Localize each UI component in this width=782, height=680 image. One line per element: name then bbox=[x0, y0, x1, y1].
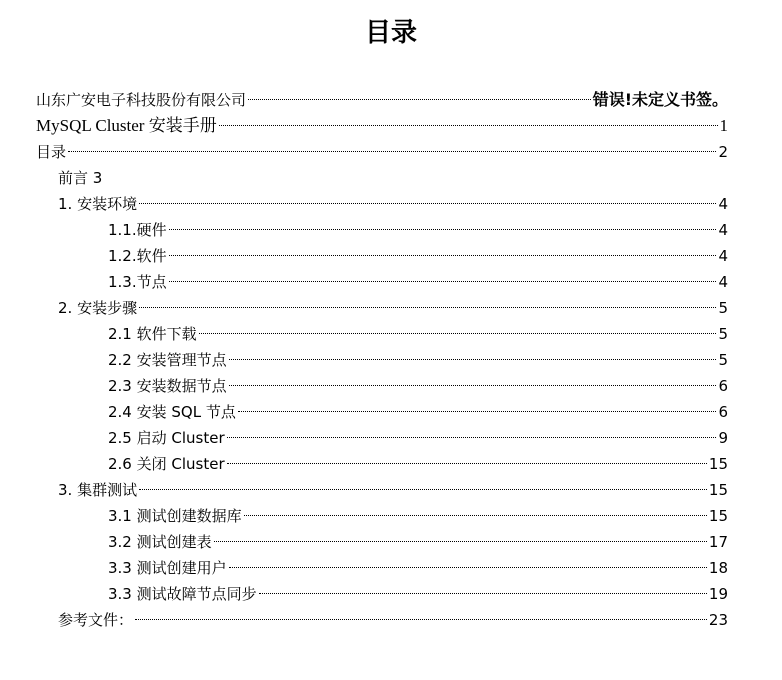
dot-leader bbox=[227, 463, 707, 464]
toc-entry-page: 4 bbox=[718, 195, 728, 213]
toc-entry-page: 1 bbox=[719, 116, 728, 135]
dot-leader bbox=[238, 411, 717, 412]
toc-entry-page: 17 bbox=[708, 533, 728, 551]
toc-entry-page: 19 bbox=[708, 585, 728, 603]
toc-entry-label: 2.5 启动 Cluster bbox=[108, 429, 225, 447]
toc-entry-page: 4 bbox=[718, 247, 728, 265]
dot-leader bbox=[199, 333, 717, 334]
toc-entry-page: 23 bbox=[708, 611, 728, 629]
toc-entry-label: 参考文件： bbox=[58, 611, 134, 629]
toc-entry-2-4[interactable] bbox=[108, 399, 728, 425]
toc-entry-label: 2.2 安装管理节点 bbox=[108, 351, 227, 369]
toc-entry-section-1[interactable] bbox=[58, 191, 728, 217]
toc-entry-label: 3.2 测试创建表 bbox=[108, 533, 212, 551]
toc-entry-page: 4 bbox=[718, 221, 728, 239]
toc-entry-2-2[interactable] bbox=[108, 347, 728, 373]
dot-leader bbox=[248, 99, 591, 100]
toc-entry-section-3[interactable] bbox=[58, 477, 728, 503]
toc-entry-label: 1.2.软件 bbox=[108, 247, 167, 265]
toc-entry-label: 1. 安装环境 bbox=[58, 195, 138, 213]
toc-entry-label: 2. 安装步骤 bbox=[58, 299, 138, 317]
dot-leader bbox=[68, 151, 716, 152]
toc-entry-section-2[interactable] bbox=[58, 295, 728, 321]
toc-entry-3-1[interactable] bbox=[108, 503, 728, 529]
toc-entry-label: 1.3.节点 bbox=[108, 273, 167, 291]
toc-entry-2-6[interactable] bbox=[108, 451, 728, 477]
toc-entry-company[interactable] bbox=[36, 87, 728, 113]
toc-entry-page: 2 bbox=[718, 143, 728, 161]
toc-entry-2-1[interactable] bbox=[108, 321, 728, 347]
toc-entry-label: 2.3 安装数据节点 bbox=[108, 377, 227, 395]
toc-entry-manual[interactable] bbox=[36, 113, 728, 139]
dot-leader bbox=[139, 489, 707, 490]
toc-entry-label: 2.6 关闭 Cluster bbox=[108, 455, 225, 473]
toc-entry-page: 18 bbox=[708, 559, 728, 577]
dot-leader bbox=[219, 125, 718, 126]
dot-leader bbox=[169, 281, 717, 282]
dot-leader bbox=[229, 359, 717, 360]
toc-entry-1-3[interactable] bbox=[108, 269, 728, 295]
dot-leader bbox=[259, 593, 707, 594]
toc-entry-page: 5 bbox=[718, 299, 728, 317]
toc-entry-page: 6 bbox=[718, 403, 728, 421]
toc-entry-contents[interactable] bbox=[36, 139, 728, 165]
toc-entry-page: 错误!未定义书签。 bbox=[592, 90, 728, 109]
toc-entry-label: 山东广安电子科技股份有限公司 bbox=[36, 91, 247, 109]
toc-entry-label: 3.1 测试创建数据库 bbox=[108, 507, 242, 525]
toc-entry-label: 3. 集群测试 bbox=[58, 481, 138, 499]
dot-leader bbox=[229, 567, 707, 568]
dot-leader bbox=[227, 437, 717, 438]
toc-entry-page: 5 bbox=[718, 325, 728, 343]
dot-leader bbox=[244, 515, 707, 516]
toc-entry-label: 3.3 测试创建用户 bbox=[108, 559, 227, 577]
toc-entry-preface[interactable] bbox=[58, 165, 728, 191]
toc-entry-label: MySQL Cluster 安装手册 bbox=[36, 116, 217, 135]
toc-entry-1-2[interactable] bbox=[108, 243, 728, 269]
dot-leader bbox=[214, 541, 707, 542]
toc-entry-2-5[interactable] bbox=[108, 425, 728, 451]
toc-entry-2-3[interactable] bbox=[108, 373, 728, 399]
toc-entry-page: 4 bbox=[718, 273, 728, 291]
toc-entry-label: 目录 bbox=[36, 143, 67, 161]
toc-entry-label: 1.1.硬件 bbox=[108, 221, 167, 239]
dot-leader bbox=[169, 255, 717, 256]
dot-leader bbox=[135, 619, 707, 620]
toc-entry-page: 5 bbox=[718, 351, 728, 369]
toc-entry-page: 15 bbox=[708, 481, 728, 499]
toc-entry-page: 15 bbox=[708, 507, 728, 525]
dot-leader bbox=[139, 307, 716, 308]
toc-entry-references[interactable] bbox=[58, 607, 728, 633]
toc-entry-1-1[interactable] bbox=[108, 217, 728, 243]
toc-entry-label: 2.4 安装 SQL 节点 bbox=[108, 403, 236, 421]
toc-entry-label: 3.3 测试故障节点同步 bbox=[108, 585, 257, 603]
toc-entry-page: 15 bbox=[708, 455, 728, 473]
toc-entry-label: 前言 3 bbox=[58, 169, 103, 187]
toc-entry-label: 2.1 软件下载 bbox=[108, 325, 197, 343]
dot-leader bbox=[229, 385, 717, 386]
toc-entry-3-3a[interactable] bbox=[108, 555, 728, 581]
toc-heading: 目录 bbox=[364, 18, 417, 48]
toc-entry-3-2[interactable] bbox=[108, 529, 728, 555]
dot-leader bbox=[169, 229, 717, 230]
toc-entry-3-3b[interactable] bbox=[108, 581, 728, 607]
toc-entry-page: 6 bbox=[718, 377, 728, 395]
toc-entry-page: 9 bbox=[718, 429, 728, 447]
dot-leader bbox=[139, 203, 716, 204]
